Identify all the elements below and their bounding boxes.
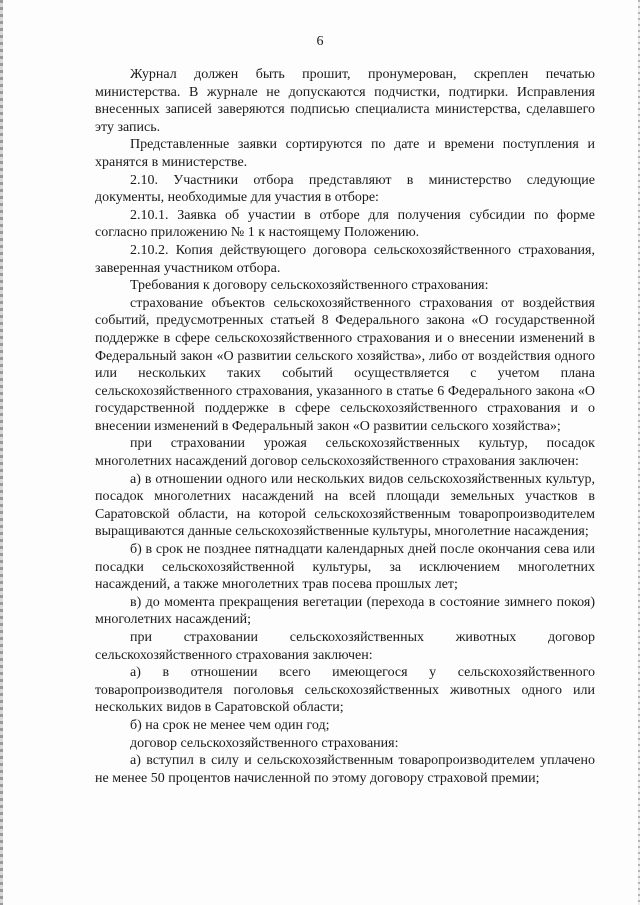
paragraph: б) в срок не позднее пятнадцати календарных дней после окончания сева или посадки сельскохозяйственной культуры, за исключением многолетних насаждений, а также многолетних трав посева прошлых лет; — [95, 542, 595, 593]
scan-edge-left — [0, 0, 3, 905]
paragraph: а) вступил в силу и сельскохозяйственным товаропроизводителем уплачено не менее 50 процентов начисленной по этому договору страховой премии; — [95, 753, 595, 786]
paragraph: договор сельскохозяйственного страхования: — [130, 735, 399, 751]
paragraph: при страховании сельскохозяйственных животных договор сельскохозяйственного страхования заключен: — [95, 630, 595, 663]
page-number: 6 — [316, 34, 324, 49]
paragraph: б) на срок не менее чем один год; — [130, 717, 330, 733]
paragraph: Представленные заявки сортируются по дате и времени поступления и хранятся в министерстве. — [95, 137, 595, 170]
paragraph: Требования к договору сельскохозяйственного страхования: — [130, 278, 489, 294]
paragraph: страхование объектов сельскохозяйственного страхования от воздействия событий, предусмотренных статьей 8 Федерального закона «О государственной поддержке в сфере сельскохозяйственного страхования и о внесении изменений в Федеральный закон «О развитии сельского хозяйства», либо от воздействия одного или нескольких таких событий осуществляется с учетом плана сельскохозяйственного страхования, указанного в статье 6 Федерального закона «О государственной поддержке в сфере сельскохозяйственного страхования и о внесении изменений в Федеральный закон «О развитии сельского хозяйства»; — [95, 295, 595, 434]
body-text — [95, 66, 595, 787]
paragraph: а) в отношении одного или нескольких видов сельскохозяйственных культур, посадок многолетних насаждений на всей площади земельных участков в Саратовской области, на которой сельскохозяйственным товаропроизводителем выращиваются данные сельскохозяйственные культуры, многолетние насаждения; — [95, 471, 595, 540]
paragraph: Журнал должен быть прошит, пронумерован, скреплен печатью министерства. В журнале не допускаются подчистки, подтирки. Исправления внесенных записей заверяются подписью специалиста министерства, сделавшего эту запись. — [95, 67, 595, 135]
paragraph: в) до момента прекращения вегетации (перехода в состояние зимнего покоя) многолетних насаждений; — [95, 594, 595, 628]
paragraph: 2.10.2. Копия действующего договора сельскохозяйственного страхования, заверенная участником отбора. — [95, 242, 595, 276]
paragraph: 2.10. Участники отбора представляют в министерство следующие документы, необходимые для участия в отборе: — [95, 172, 595, 206]
paragraph: 2.10.1. Заявка об участии в отборе для получения субсидии по форме согласно приложению № 1 к настоящему Положению. — [95, 207, 595, 241]
paragraph: а) в отношении всего имеющегося у сельскохозяйственного товаропроизводителя поголовья сельскохозяйственных животных одного или нескольких видов в Саратовской области; — [95, 665, 595, 716]
paragraph: при страховании урожая сельскохозяйственных культур, посадок многолетних насаждений договор сельскохозяйственного страхования заключен: — [95, 436, 595, 470]
